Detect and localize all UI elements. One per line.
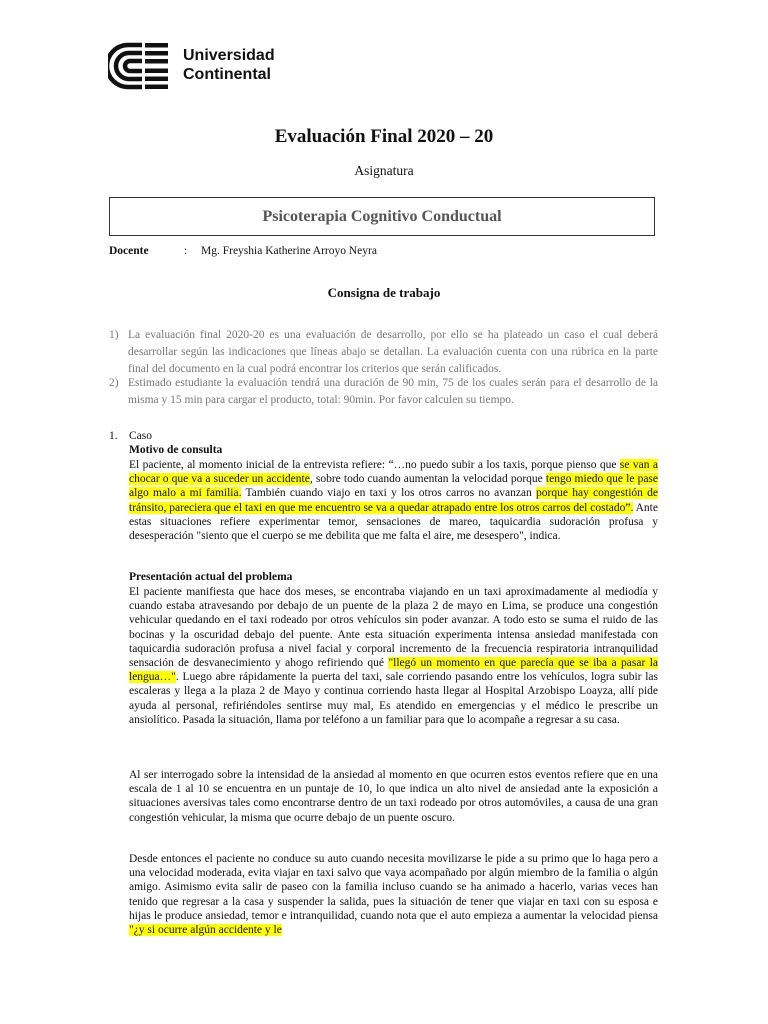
caso-label: Caso xyxy=(129,430,152,442)
text-run: El paciente, al momento inicial de la entrevista refiere: “…no puedo subir a los taxis, porque pienso que xyxy=(129,459,620,471)
avoidance-paragraph xyxy=(129,852,658,937)
consigna-title: Consigna de trabajo xyxy=(327,285,441,300)
highlighted-quote: "llegó un momento en que parecía que se iba a pasar la lengua…" xyxy=(129,657,658,684)
logo-text xyxy=(183,46,275,84)
page-subtitle: Asignatura xyxy=(354,163,414,178)
instruction-text: Estimado estudiante la evaluación tendrá una duración de 90 min, 75 de los cuales serán para el desarrollo de la misma y 15 min para cargar el producto, total: 90min. Por favor calculen su tiempo. xyxy=(128,377,658,406)
docente-name: Mg. Freyshia Katherine Arroyo Neyra xyxy=(201,245,377,257)
motivo-heading: Motivo de consulta xyxy=(129,444,223,456)
instruction-item xyxy=(109,375,658,409)
caso-number: 1. xyxy=(109,430,118,442)
course-box xyxy=(109,197,655,236)
text-run: Ante estas situaciones refiere experimentar temor, sensaciones de mareo, taquicardia sudoración profusa y desesperación "siento que el cuerpo se me debilita que me falta el aire, me desespero", indica. xyxy=(129,501,658,543)
docente-colon: : xyxy=(184,245,188,257)
text-run: También cuando viajo en taxi y los otros carros no avanzan xyxy=(241,487,537,500)
text-run: El paciente manifiesta que hace dos meses, se encontraba viajando en un taxi aproximadamente al mediodía y cuando estaba atravesando por debajo de un puente de la plaza 2 de mayo en Lima, se produce una congestión vehicular quedando en el taxi rodeado por otros vehículos sin poder avanzar. A todo esto se suma el ruido de las bocinas y la oscuridad debajo del puente. Ante esta situación experimenta intensa ansiedad manifestada con taquicardia sudoración profusa a nivel facial y corporal incremento de la frecuencia respiratoria intranquilidad sensación de desvanecimiento y ahogo refiriendo qué xyxy=(129,586,658,670)
highlighted-quote: tengo miedo que le pase algo malo a mi familia. xyxy=(129,473,659,500)
logo-line1: Universidad xyxy=(183,47,275,64)
text-run: . Luego abre rápidamente la puerta del taxi, sale corriendo pasando entre los vehículos, logra subir las escaleras y llega a la plaza 2 de Mayo y continua corriendo hasta llegar al Hospital Arzobispo Loayza, allí pide ayuda al personal, refiriéndoles sentirse muy mal, Es atendido en emergencias y el médico le prescribe un ansiolítico. Pasada la situación, llama por teléfono a un familiar para que lo acompañe a regresar a su casa. xyxy=(129,671,658,726)
logo-line2: Continental xyxy=(183,66,271,83)
university-logo xyxy=(108,42,288,90)
text-run: Desde entonces el paciente no conduce su auto cuando necesita movilizarse le pide a su primo que lo haga pero a una velocidad moderada, evita viajar en taxi salvo que vaya acompañado por algún miembro de la familia o algún amigo. Asimismo evita salir de paseo con la familia incluso cuando se ha animado a hacerlo, varias veces han tenido que regresar a la casa y suspender la salida, pues la situación de tener que viajar en taxi con su esposa e hijas le produce ansiedad, temor e intranquilidad, cuando nota que el auto empieza a aumentar la velocidad piensa xyxy=(129,853,658,922)
logo-mark-icon xyxy=(108,42,174,90)
text-run: , sobre todo cuando aumentan la velocidad porque xyxy=(309,473,546,486)
instruction-text: La evaluación final 2020-20 es una evaluación de desarrollo, por ello se ha plateado un caso el cual deberá desarrollar según las indicaciones que líneas abajo se detallan. La evaluación cuenta con una rúbrica en la parte final del documento en la cual podrá encontrar los criterios que serán calificados. xyxy=(128,329,658,375)
course-name: Psicoterapia Cognitivo Conductual xyxy=(262,207,502,225)
motivo-paragraph xyxy=(129,458,658,543)
docente-label: Docente xyxy=(109,245,149,257)
highlighted-quote: se van a chocar o que va a suceder un accidente xyxy=(129,459,658,486)
instruction-number: 1) xyxy=(109,329,119,341)
highlighted-quote: "¿y si ocurre algún accidente y le xyxy=(129,924,282,937)
page-title: Evaluación Final 2020 – 20 xyxy=(274,126,494,147)
highlighted-quote: porque hay congestión de tránsito, pareciera que el taxi en que me encuentro se va a quedar atrapado entre los otros carros del costado”. xyxy=(129,487,658,514)
presentacion-paragraph xyxy=(129,585,658,727)
instruction-item xyxy=(109,327,658,378)
instruction-number: 2) xyxy=(109,377,119,389)
presentacion-heading: Presentación actual del problema xyxy=(129,571,293,583)
intensity-paragraph: Al ser interrogado sobre la intensidad de la ansiedad al momento en que ocurren estos eventos refiere que en una escala de 1 al 10 se encuentra en un puntaje de 10, lo que indica un alto nivel de ansiedad ante la exposición a situaciones aversivas tales como encontrarse dentro de un taxi rodeado por otros automóviles, a causa de una gran congestión vehicular, la misma que ocurre debajo de un puente oscuro. xyxy=(129,769,658,824)
